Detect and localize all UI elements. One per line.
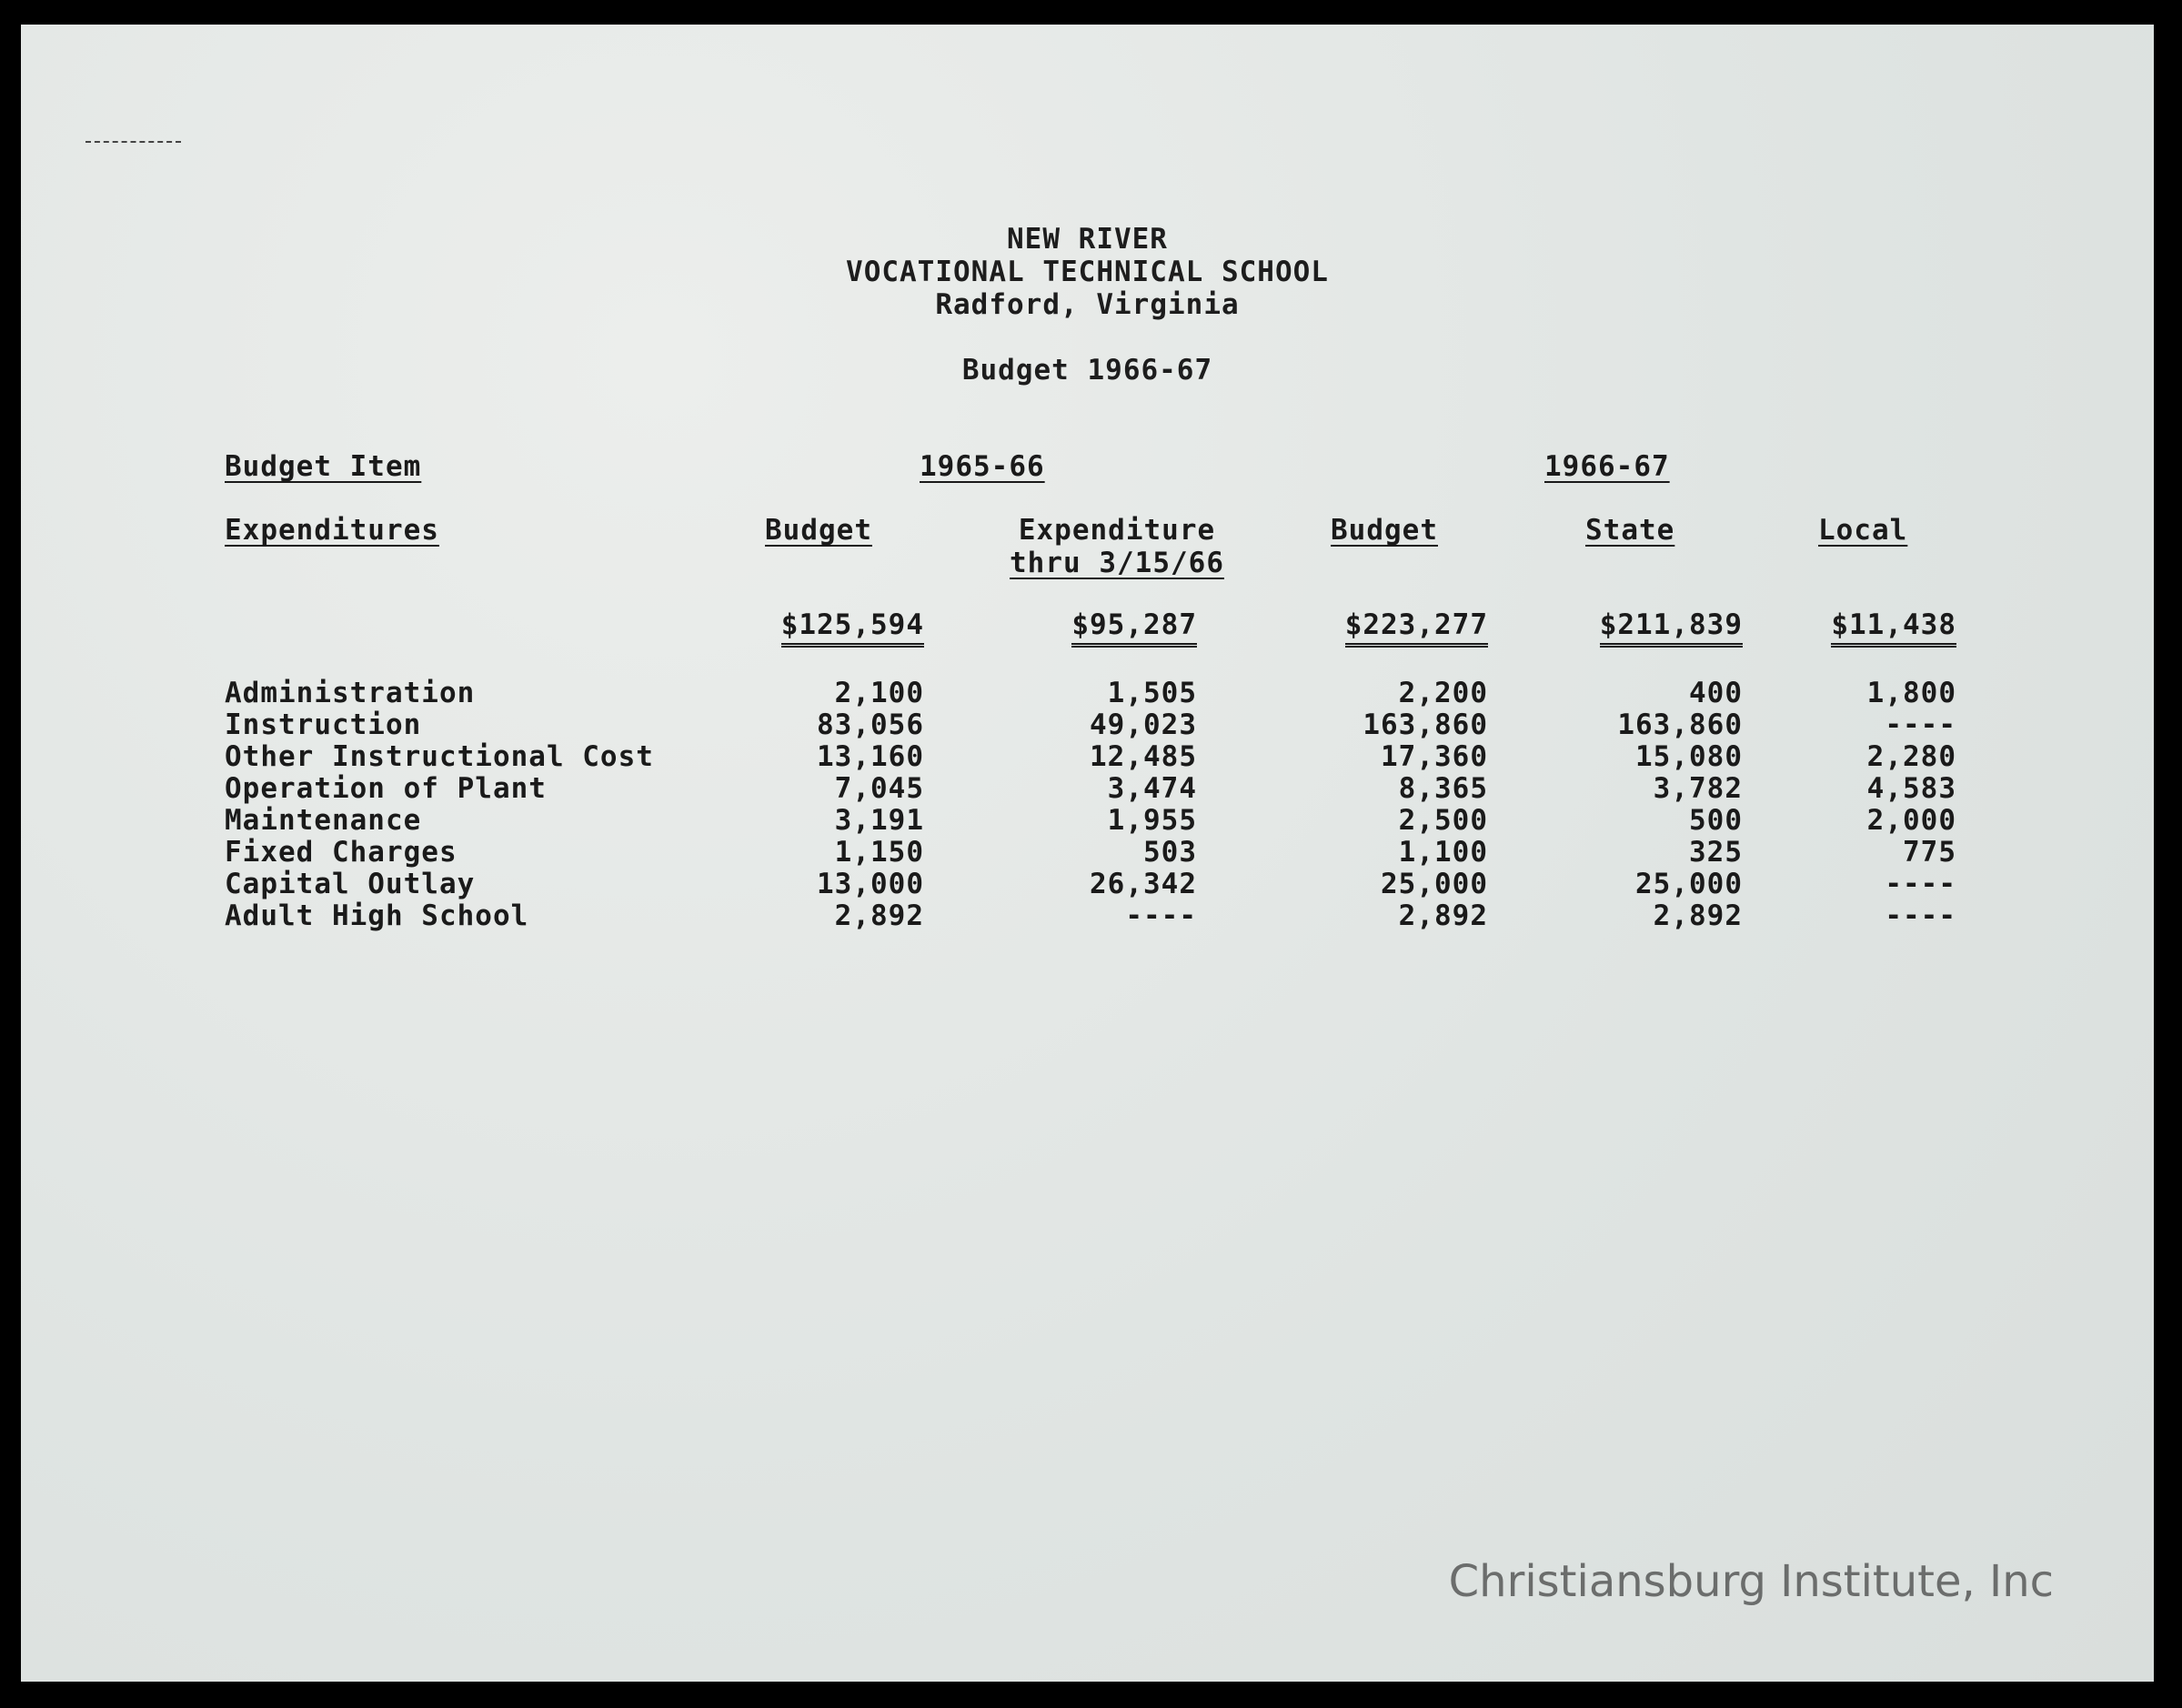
total-budget-1965: $125,594 bbox=[703, 608, 924, 641]
cell-expenditure: 12,485 bbox=[1090, 740, 1197, 773]
cell-expenditure: 1,505 bbox=[1107, 677, 1197, 709]
total-expenditure: $95,287 bbox=[976, 608, 1197, 641]
pencil-mark bbox=[85, 141, 181, 147]
cell-expenditure: 26,342 bbox=[1090, 868, 1197, 900]
cell-local: 4,583 bbox=[1866, 772, 1956, 805]
cell-expenditure: 49,023 bbox=[1090, 708, 1197, 741]
cell-local: 1,800 bbox=[1866, 677, 1956, 709]
document-subtitle: Budget 1966-67 bbox=[961, 354, 1213, 387]
cell-budget-1966: 2,200 bbox=[1398, 677, 1488, 709]
cell-state: 325 bbox=[1689, 836, 1743, 869]
row-label: Operation of Plant bbox=[225, 772, 547, 805]
school-name-line1: NEW RIVER bbox=[1007, 223, 1168, 256]
cell-local: 775 bbox=[1903, 836, 1956, 869]
cell-state: 15,080 bbox=[1635, 740, 1743, 773]
cell-local: ---- bbox=[1885, 868, 1956, 900]
cell-local: 2,280 bbox=[1866, 740, 1956, 773]
state-header: State bbox=[1585, 514, 1675, 547]
cell-budget-1966: 17,360 bbox=[1381, 740, 1488, 773]
cell-budget-1966: 8,365 bbox=[1398, 772, 1488, 805]
cell-state: 163,860 bbox=[1617, 708, 1743, 741]
row-label: Adult High School bbox=[225, 899, 529, 932]
cell-budget-1966: 25,000 bbox=[1381, 868, 1488, 900]
cell-state: 2,892 bbox=[1653, 899, 1743, 932]
total-local: $11,438 bbox=[1735, 608, 1956, 641]
cell-expenditure: ---- bbox=[1125, 899, 1197, 932]
cell-budget-1965: 3,191 bbox=[834, 804, 924, 837]
total-budget-1966: $223,277 bbox=[1267, 608, 1488, 641]
budget-item-header: Budget Item bbox=[225, 450, 422, 483]
cell-budget-1966: 2,892 bbox=[1398, 899, 1488, 932]
expenditure-header bbox=[994, 514, 1240, 579]
cell-budget-1965: 13,160 bbox=[817, 740, 924, 773]
cell-budget-1965: 13,000 bbox=[817, 868, 924, 900]
cell-budget-1966: 1,100 bbox=[1398, 836, 1488, 869]
cell-local: ---- bbox=[1885, 899, 1956, 932]
document-page bbox=[21, 25, 2154, 1682]
cell-budget-1965: 2,100 bbox=[834, 677, 924, 709]
cell-expenditure: 3,474 bbox=[1107, 772, 1197, 805]
expenditure-header-line2: thru 3/15/66 bbox=[1010, 547, 1224, 579]
period-1966-67-header: 1966-67 bbox=[1544, 450, 1670, 483]
cell-expenditure: 503 bbox=[1143, 836, 1197, 869]
cell-state: 500 bbox=[1689, 804, 1743, 837]
cell-budget-1965: 83,056 bbox=[817, 708, 924, 741]
row-label: Maintenance bbox=[225, 804, 422, 837]
cell-local: 2,000 bbox=[1866, 804, 1956, 837]
budget-1966-header: Budget bbox=[1331, 514, 1438, 547]
cell-expenditure: 1,955 bbox=[1107, 804, 1197, 837]
cell-budget-1965: 1,150 bbox=[834, 836, 924, 869]
row-label: Other Instructional Cost bbox=[225, 740, 654, 773]
row-label: Administration bbox=[225, 677, 476, 709]
budget-1965-header: Budget bbox=[765, 514, 872, 547]
cell-budget-1965: 7,045 bbox=[834, 772, 924, 805]
cell-local: ---- bbox=[1885, 708, 1956, 741]
period-1965-66-header: 1965-66 bbox=[920, 450, 1045, 483]
row-label: Instruction bbox=[225, 708, 422, 741]
school-name-line2: VOCATIONAL TECHNICAL SCHOOL bbox=[846, 256, 1329, 288]
collection-credit: Christiansburg Institute, Inc bbox=[1448, 1556, 2054, 1607]
cell-budget-1966: 163,860 bbox=[1362, 708, 1488, 741]
total-state: $211,839 bbox=[1522, 608, 1743, 641]
row-label: Capital Outlay bbox=[225, 868, 476, 900]
school-location: Radford, Virginia bbox=[935, 288, 1240, 321]
cell-budget-1966: 2,500 bbox=[1398, 804, 1488, 837]
cell-state: 3,782 bbox=[1653, 772, 1743, 805]
cell-state: 400 bbox=[1689, 677, 1743, 709]
expenditures-header: Expenditures bbox=[225, 514, 439, 547]
cell-state: 25,000 bbox=[1635, 868, 1743, 900]
row-label: Fixed Charges bbox=[225, 836, 458, 869]
cell-budget-1965: 2,892 bbox=[834, 899, 924, 932]
local-header: Local bbox=[1818, 514, 1908, 547]
expenditure-header-line1: Expenditure bbox=[1018, 514, 1216, 547]
